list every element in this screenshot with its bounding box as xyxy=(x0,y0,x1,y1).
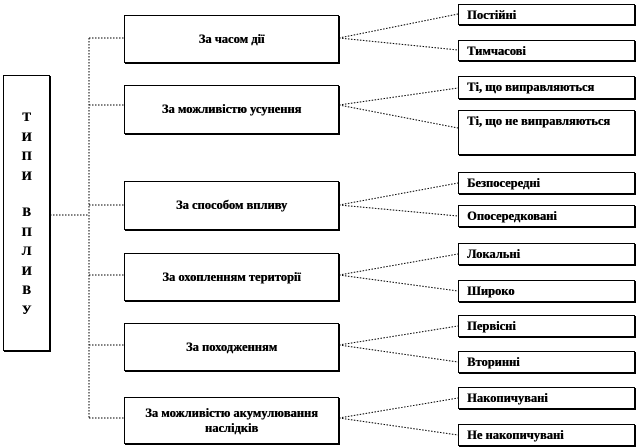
leaf-box xyxy=(458,40,635,61)
root-letter: П xyxy=(21,223,32,239)
leaf-box xyxy=(458,351,635,373)
category-label: За походженням xyxy=(185,339,278,354)
leaf-label: Тимчасові xyxy=(467,44,526,58)
category-box-territory xyxy=(124,253,339,301)
leaf-label: Широко xyxy=(467,284,515,298)
leaf-box xyxy=(458,76,635,99)
leaf-box xyxy=(458,280,635,302)
root-letter: И xyxy=(21,167,32,183)
leaf-label: Вторинні xyxy=(467,355,520,369)
leaf-label: Опосередковані xyxy=(467,209,557,223)
leaf-box xyxy=(458,4,635,25)
leaf-label: Безпосередні xyxy=(467,176,540,190)
category-box-duration xyxy=(124,15,339,63)
category-box-accumulation xyxy=(124,397,339,444)
category-box-origin xyxy=(124,323,339,371)
root-letter: И xyxy=(21,128,32,144)
category-label: За часом дії xyxy=(198,31,265,46)
leaf-label: Не накопичувані xyxy=(467,428,564,442)
leaf-box xyxy=(458,110,635,155)
root-letter: Т xyxy=(22,109,31,124)
leaf-label: Локальні xyxy=(467,247,520,261)
leaf-box xyxy=(458,243,635,265)
category-label: За можливістю усунення xyxy=(161,102,302,116)
root-letter: У xyxy=(21,301,32,317)
root-letter: Л xyxy=(21,243,32,258)
root-node-types-of-impact xyxy=(3,75,50,351)
root-letter: П xyxy=(21,148,32,163)
category-label: За способом впливу xyxy=(175,198,288,212)
leaf-label: Ті, що виправляються xyxy=(467,80,595,94)
leaf-box xyxy=(458,387,635,409)
category-label: За охопленням території xyxy=(162,269,301,284)
leaf-box xyxy=(458,315,635,337)
category-label: За можливістю акумулювання наслідків xyxy=(145,405,318,435)
category-box-method xyxy=(124,181,339,230)
leaf-box xyxy=(458,205,635,227)
leaf-box xyxy=(458,424,635,446)
leaf-label: Накопичувані xyxy=(467,391,548,405)
root-letter: И xyxy=(21,262,32,278)
root-letter: В xyxy=(22,204,31,219)
leaf-box xyxy=(458,172,635,194)
leaf-label: Первісні xyxy=(467,319,516,333)
category-box-removability xyxy=(124,85,339,134)
root-letter: В xyxy=(22,282,31,297)
leaf-label: Постійні xyxy=(467,8,517,22)
leaf-label: Ті, що не виправляються xyxy=(467,114,611,128)
root-vertical-text xyxy=(21,107,31,319)
